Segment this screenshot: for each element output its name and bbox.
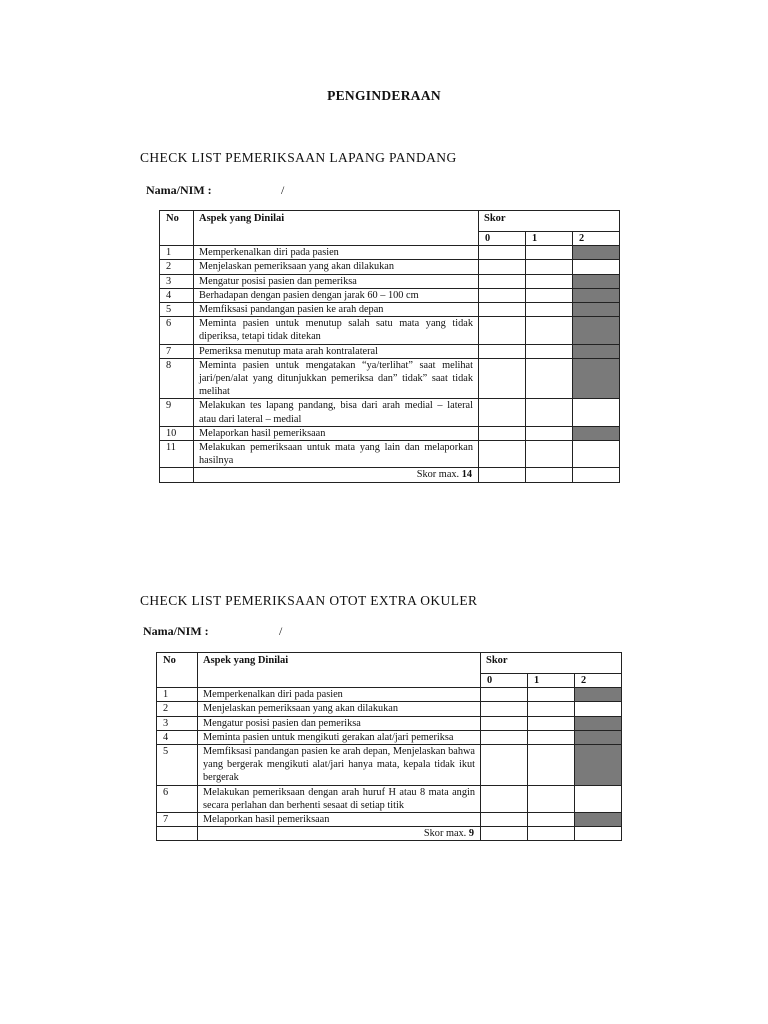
checklist-table-otot-extra-okuler [156,652,622,841]
row-number: 2 [157,702,198,716]
table-row [160,441,620,468]
row-aspect-text: Memperkenalkan diri pada pasien [194,246,479,260]
score-cell-0 [479,441,526,468]
table-row [157,813,622,827]
score-cell-1 [526,317,573,344]
score-cell-1 [526,358,573,399]
total-blank-cell [160,468,194,482]
score-cell-0 [479,274,526,288]
row-aspect-text: Pemeriksa menutup mata arah kontralateral [194,344,479,358]
row-number: 4 [157,730,198,744]
score-cell-0 [481,785,528,812]
total-cell [194,468,479,482]
table-row [157,702,622,716]
score-cell-2-shaded [573,426,620,440]
score-cell-1 [528,688,575,702]
score-cell-0 [479,317,526,344]
score-cell-2-shaded [573,288,620,302]
score-cell-1 [528,745,575,786]
total-blank-cell [157,827,198,841]
score-header-0: 0 [479,232,526,246]
checklist-table-lapang-pandang [159,210,620,483]
score-header-2: 2 [573,232,620,246]
header-skor: Skor [479,211,620,232]
score-cell-1 [526,441,573,468]
total-value: 14 [461,469,472,481]
table-row [157,730,622,744]
row-number: 5 [160,303,194,317]
score-cell-0 [479,303,526,317]
score-cell-1 [528,730,575,744]
total-cell [198,827,481,841]
table-row [160,426,620,440]
score-cell-0 [481,716,528,730]
table-total-row [160,468,620,482]
header-skor: Skor [481,653,622,674]
table-row [160,303,620,317]
header-aspek: Aspek yang Dinilai [198,653,481,688]
row-aspect-text: Meminta pasien untuk menutup salah satu mata yang tidak diperiksa, tetapi tidak ditekan [194,317,479,344]
row-aspect-text: Melaporkan hasil pemeriksaan [198,813,481,827]
score-cell-1 [526,426,573,440]
header-aspek: Aspek yang Dinilai [194,211,479,246]
score-cell-1 [526,260,573,274]
score-cell-2-shaded [575,688,622,702]
row-aspect-text: Berhadapan dengan pasien dengan jarak 60 – 100 cm [194,288,479,302]
score-cell-2-shaded [575,745,622,786]
score-cell-1 [528,813,575,827]
table-row [160,344,620,358]
row-number: 1 [160,246,194,260]
score-cell-2 [575,702,622,716]
score-cell-2-shaded [575,730,622,744]
table-row [160,246,620,260]
score-cell-2 [573,399,620,426]
score-cell-0 [479,344,526,358]
row-number: 4 [160,288,194,302]
score-cell-2-shaded [575,716,622,730]
score-cell-2 [573,441,620,468]
row-aspect-text: Meminta pasien untuk mengatakan “ya/terlihat” saat melihat jari/pen/alat yang ditunjukkan pemeriksa dan” tidak” saat tidak melihat [194,358,479,399]
row-number: 8 [160,358,194,399]
row-number: 1 [157,688,198,702]
score-cell-0 [481,730,528,744]
name-nim-slash: / [281,183,285,197]
table-row [157,745,622,786]
table-row [157,785,622,812]
row-aspect-text: Melakukan pemeriksaan dengan arah huruf H atau 8 mata angin secara perlahan dan berhenti sesaat di setiap titik [198,785,481,812]
row-number: 7 [160,344,194,358]
name-nim-label: Nama/NIM : [143,624,209,638]
score-cell-0 [479,358,526,399]
page-title: PENGINDERAAN [327,88,441,103]
total-value: 9 [468,828,474,840]
section-1-name-nim [146,183,346,198]
total-score-cell-1 [526,468,573,482]
score-cell-1 [526,274,573,288]
row-number: 10 [160,426,194,440]
row-aspect-text: Menjelaskan pemeriksaan yang akan dilakukan [198,702,481,716]
row-aspect-text: Memfiksasi pandangan pasien ke arah depan [194,303,479,317]
table-header-row [160,211,620,232]
row-aspect-text: Memfiksasi pandangan pasien ke arah depan, Menjelaskan bahwa yang bergerak mengikuti alat/jari hanya mata, kepala tidak ikut bergerak [198,745,481,786]
score-cell-2-shaded [573,358,620,399]
score-cell-0 [481,813,528,827]
table-row [157,688,622,702]
row-number: 3 [160,274,194,288]
score-header-1: 1 [528,674,575,688]
row-number: 6 [160,317,194,344]
name-nim-slash: / [279,624,283,638]
table-header-row [157,653,622,674]
row-aspect-text: Meminta pasien untuk mengikuti gerakan alat/jari pemeriksa [198,730,481,744]
total-label: Skor max. [416,469,460,481]
score-cell-0 [479,399,526,426]
row-aspect-text: Menjelaskan pemeriksaan yang akan dilakukan [194,260,479,274]
score-cell-1 [526,303,573,317]
score-cell-0 [479,246,526,260]
score-cell-2-shaded [573,274,620,288]
score-cell-0 [479,260,526,274]
score-cell-1 [526,288,573,302]
score-cell-1 [528,702,575,716]
table-total-row [157,827,622,841]
row-aspect-text: Melaporkan hasil pemeriksaan [194,426,479,440]
row-aspect-text: Mengatur posisi pasien dan pemeriksa [194,274,479,288]
score-cell-2-shaded [573,317,620,344]
table-row [160,399,620,426]
name-nim-label: Nama/NIM : [146,183,212,197]
total-score-cell-1 [528,827,575,841]
score-cell-0 [479,426,526,440]
table-row [160,317,620,344]
score-cell-2-shaded [573,303,620,317]
section-2-heading: CHECK LIST PEMERIKSAAN OTOT EXTRA OKULER [140,593,478,608]
section-2-name-nim [143,624,343,639]
score-cell-1 [528,785,575,812]
score-cell-2 [575,785,622,812]
row-number: 7 [157,813,198,827]
row-number: 6 [157,785,198,812]
score-cell-1 [526,344,573,358]
table-row [160,358,620,399]
total-score-cell-0 [481,827,528,841]
row-aspect-text: Memperkenalkan diri pada pasien [198,688,481,702]
score-cell-1 [528,716,575,730]
row-number: 2 [160,260,194,274]
row-aspect-text: Melakukan tes lapang pandang, bisa dari arah medial – lateral atau dari lateral – medial [194,399,479,426]
header-no: No [160,211,194,246]
table-row [160,274,620,288]
row-number: 3 [157,716,198,730]
score-cell-2 [573,260,620,274]
table-row [157,716,622,730]
score-header-0: 0 [481,674,528,688]
row-number: 9 [160,399,194,426]
score-cell-2-shaded [573,344,620,358]
total-label: Skor max. [423,828,467,840]
section-1-heading: CHECK LIST PEMERIKSAAN LAPANG PANDANG [140,150,457,165]
score-header-1: 1 [526,232,573,246]
score-header-2: 2 [575,674,622,688]
total-score-cell-2 [573,468,620,482]
score-cell-0 [481,745,528,786]
score-cell-1 [526,246,573,260]
row-number: 5 [157,745,198,786]
table-row [160,260,620,274]
row-number: 11 [160,441,194,468]
header-no: No [157,653,198,688]
row-aspect-text: Mengatur posisi pasien dan pemeriksa [198,716,481,730]
score-cell-1 [526,399,573,426]
total-score-cell-0 [479,468,526,482]
row-aspect-text: Melakukan pemeriksaan untuk mata yang lain dan melaporkan hasilnya [194,441,479,468]
score-cell-0 [479,288,526,302]
total-score-cell-2 [575,827,622,841]
table-row [160,288,620,302]
score-cell-2-shaded [573,246,620,260]
score-cell-0 [481,702,528,716]
score-cell-2-shaded [575,813,622,827]
score-cell-0 [481,688,528,702]
